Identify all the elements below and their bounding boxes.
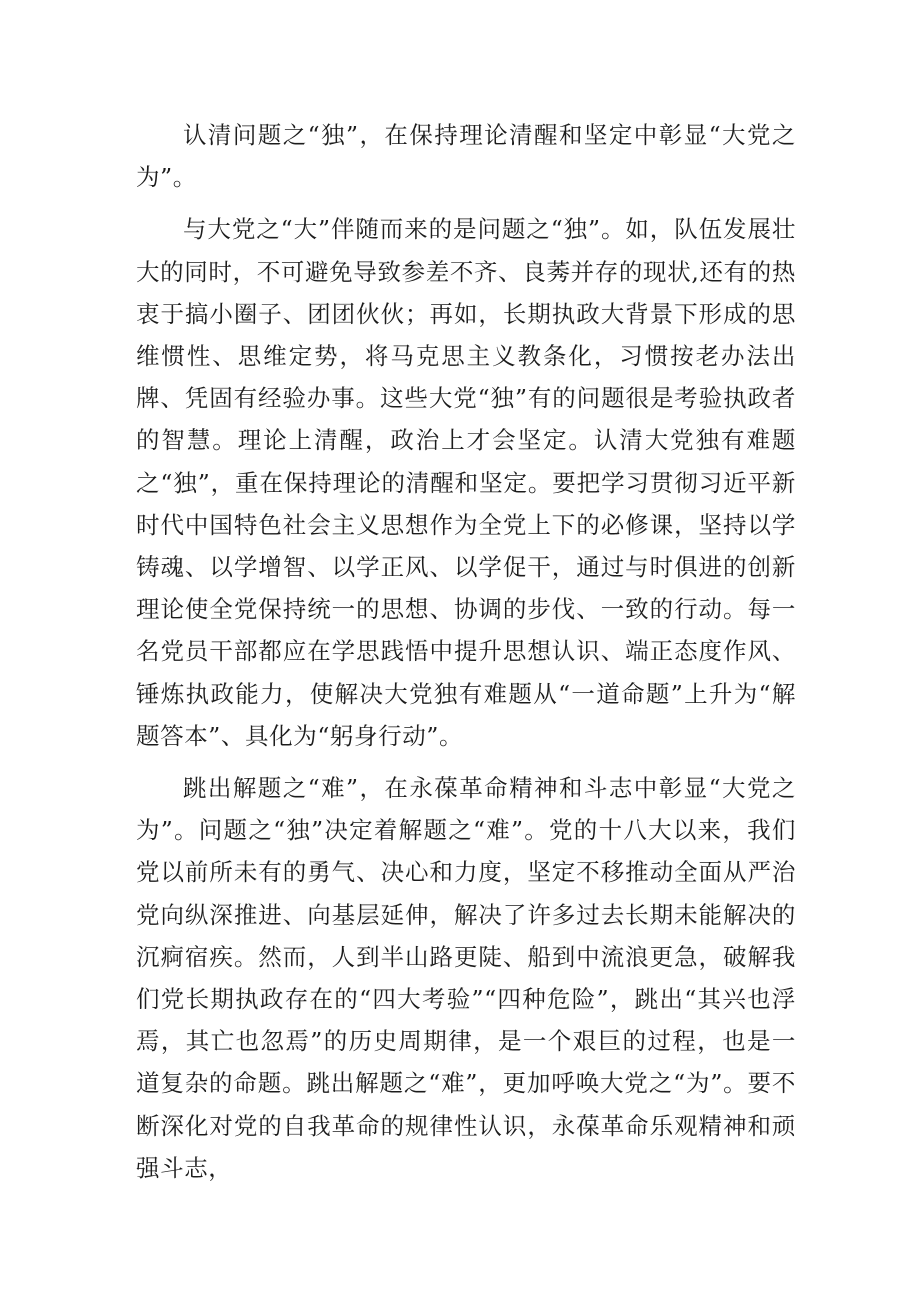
document-body [136,114,796,1199]
paragraph-2: 与大党之“大”伴随而来的是问题之“独”。如，队伍发展壮大的同时，不可避免导致参差不齐、良莠并存的现状,还有的热衷于搞小圈子、团团伙伙；再如，长期执政大背景下形成的思维惯性、思维定势，将马克思主义教条化，习惯按老办法出牌、凭固有经验办事。这些大党“独”有的问题很是考验执政者的智慧。理论上清醒，政治上才会坚定。认清大党独有难题之“独”，重在保持理论的清醒和坚定。要把学习贯彻习近平新时代中国特色社会主义思想作为全党上下的必修课，坚持以学铸魂、以学增智、以学正风、以学促干，通过与时俱进的创新理论使全党保持统一的思想、协调的步伐、一致的行动。每一名党员干部都应在学思践悟中提升思想认识、端正态度作风、锤炼执政能力，使解决大党独有难题从“一道命题”上升为“解题答本”、具化为“躬身行动”。 [136,215,796,750]
paragraph-3: 跳出解题之“难”，在永葆革命精神和斗志中彰显“大党之为”。问题之“独”决定着解题之“难”。党的十八大以来，我们党以前所未有的勇气、决心和力度，坚定不移推动全面从严治党向纵深推进、向基层延伸，解决了许多过去长期未能解决的沉痾宿疾。然而，人到半山路更陡、船到中流浪更急，破解我们党长期执政存在的“四大考验”“四种危险”，跳出“其兴也浮焉，其亡也忽焉”的历史周期律，是一个艰巨的过程，也是一道复杂的命题。跳出解题之“难”，更加呼唤大党之“为”。要不断深化对党的自我革命的规律性认识，永葆革命乐观精神和顽强斗志， [136,774,796,1182]
paragraph-1: 认清问题之“独”，在保持理论清醒和坚定中彰显“大党之为”。 [136,121,796,192]
